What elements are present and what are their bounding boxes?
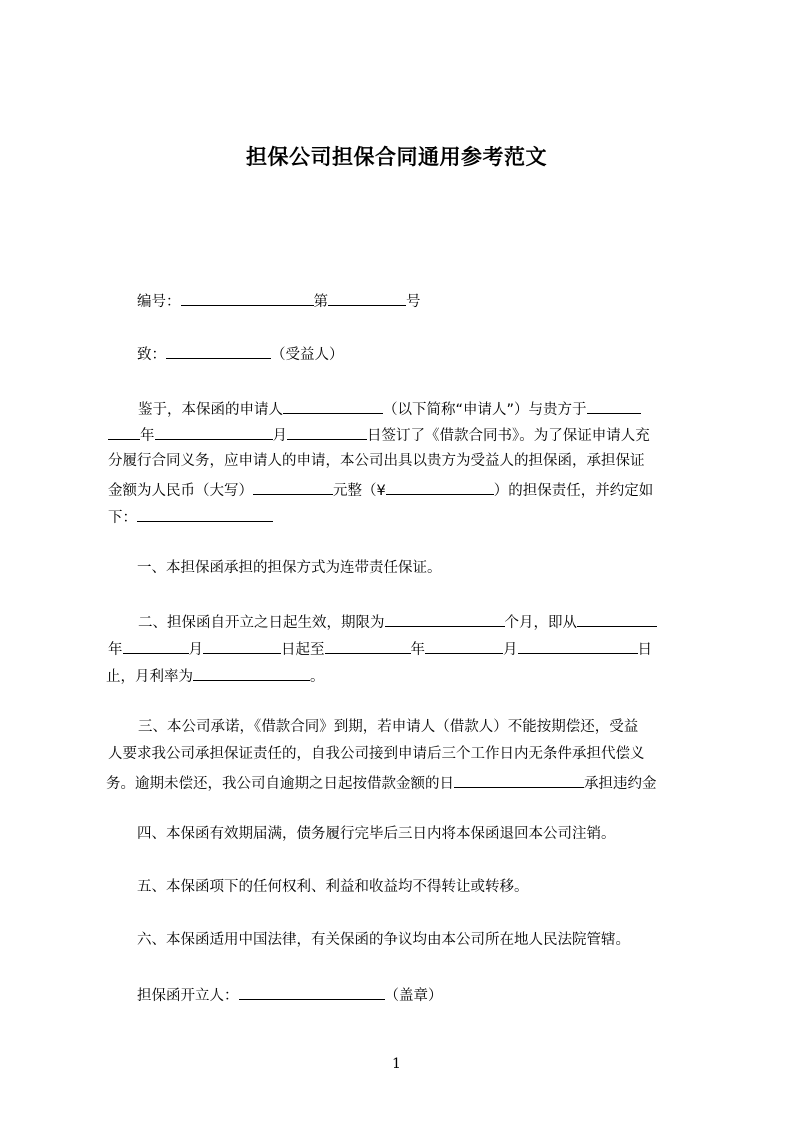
sign-year-blank-a [587,398,641,414]
preamble-text: 分履行合同义务，应申请人的申请，本公司出具以贵方为受益人的担保函，承担保证 [108,453,645,469]
clause-3-text: 人要求我公司承担保证责任的，自我公司接到申请后三个工作日内无条件承担代偿义 [108,746,645,762]
start-month-blank [123,638,189,654]
sign-year-blank-b [108,424,140,440]
sign-month-blank [155,424,273,440]
issuer-suffix: （盖章） [384,988,443,1004]
number-blank [181,290,314,306]
preamble-text: ）的担保责任，并约定如 [493,483,654,499]
clause-3-text: 承担违约金 [584,776,657,792]
preamble-line-4 [108,479,653,501]
to-suffix: （受益人） [271,347,344,363]
preamble-text: 下： [108,510,137,526]
end-year-blank [325,638,411,654]
end-day-blank [518,638,638,654]
clause-2-text: 日起至 [281,642,325,658]
start-year-blank [577,611,657,627]
page-number: 1 [392,1056,401,1072]
preamble-line-2 [108,424,650,446]
applicant-blank [283,398,383,414]
clause-2-line-1 [138,611,657,633]
preamble-line-5 [108,506,273,528]
number-middle: 第 [313,294,328,310]
clause-3-line-1 [138,717,638,737]
clause-2-text: 二、担保函自开立之日起生效，期限为 [138,615,385,631]
term-months-blank [385,611,505,627]
preamble-text: 日签订了《借款合同书》。为了保证申请人充 [367,428,650,444]
monthly-rate-blank [193,665,310,681]
preamble-line-3 [108,451,645,471]
clause-3-text: 三、本公司承诺，《借款合同》到期，若申请人（借款人）不能按期偿还，受益 [138,719,639,735]
issuer-label: 担保函开立人： [137,988,239,1004]
preamble-text: 鉴于，本保函的申请人 [138,402,283,418]
clause-2-text: 月 [188,642,203,658]
clause-4-text: 四、本保函有效期届满，债务履行完毕后三日内将本保函退回本公司注销。 [137,826,616,842]
clause-2-text: 。 [310,669,325,685]
clause-2-text: 年 [410,642,425,658]
document-title: 担保公司担保合同通用参考范文 [246,145,547,169]
amount-words-blank [253,479,333,495]
clause-3-text: 务。逾期未偿还，我公司自逾期之日起按借款金额的日 [106,776,454,792]
to-line [137,343,344,365]
clause-5-text: 五、本保函项下的任何权利、利益和收益均不得转让或转移。 [137,879,529,895]
preamble-text: 年 [140,428,155,444]
clause-6-text: 六、本保函适用中国法律，有关保函的争议均由本公司所在地人民法院管辖。 [137,932,630,948]
daily-rate-blank [454,772,584,788]
clause-5 [137,877,529,897]
sign-day-blank [287,424,367,440]
clause-6 [137,930,630,950]
preamble-text: 月 [272,428,287,444]
preamble-text: （以下简称“申请人”）与贵方于 [383,402,587,418]
clause-2-line-3 [106,665,325,687]
clause-2-line-2 [108,638,652,660]
clause-4 [137,824,616,844]
preamble-text: 金额为人民币（大写） [108,483,253,499]
clause-2-text: 个月，即从 [504,615,577,631]
preamble-line-1 [138,398,641,420]
agreement-blank [137,506,273,522]
amount-figures-blank [386,479,494,495]
beneficiary-blank [166,343,271,359]
clause-3-line-3 [106,772,657,794]
to-label: 致： [137,347,166,363]
end-month-blank [425,638,503,654]
clause-2-text: 月 [503,642,518,658]
number-seq-blank [328,290,406,306]
clause-2-text: 止，月利率为 [106,669,193,685]
number-label: 编号： [137,294,181,310]
issuer-blank [239,984,385,1000]
clause-2-text: 日 [637,642,652,658]
clause-1 [137,558,442,578]
clause-1-text: 一、本担保函承担的担保方式为连带责任保证。 [137,560,442,576]
start-day-blank [203,638,281,654]
issuer-line [137,984,443,1006]
preamble-text: 元整（¥ [333,483,386,499]
clause-3-line-2 [108,744,645,764]
number-end: 号 [406,294,421,310]
number-line [137,290,421,312]
clause-2-text: 年 [108,642,123,658]
